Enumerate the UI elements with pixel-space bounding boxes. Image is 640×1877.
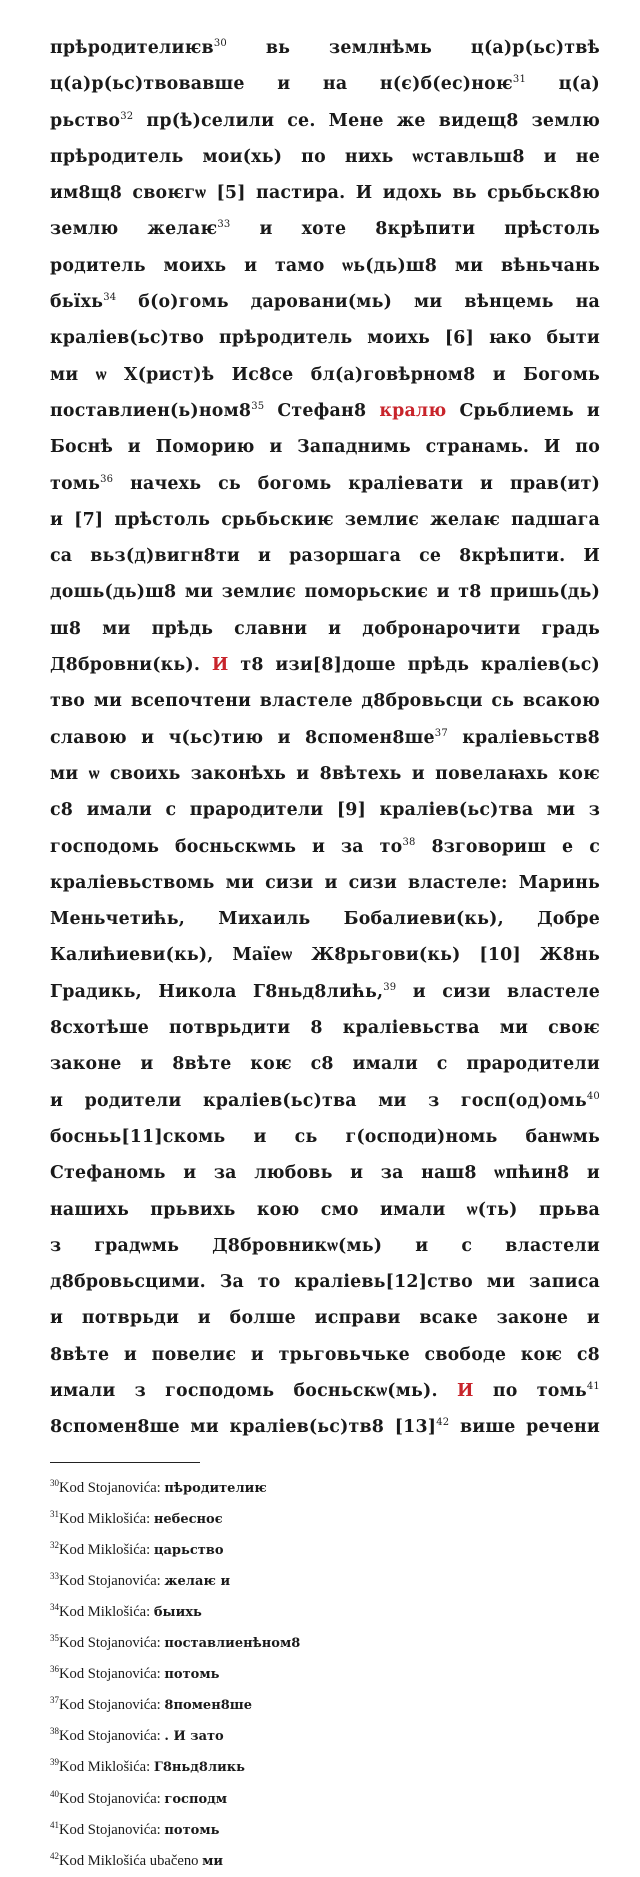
text-line <box>50 429 600 465</box>
footnote-item <box>50 1473 600 1504</box>
footnote-source: Kod Stojanovića: <box>59 1697 161 1714</box>
text-segment: з градѡмь Д8бровникѡ(мь) и с властели <box>50 1235 600 1256</box>
footnote-source: Kod Stojanovića: <box>59 1479 161 1496</box>
text-line <box>50 1083 600 1119</box>
footnote-reading: . И зато <box>164 1729 224 1745</box>
footnote-reading: поставлиенѣном8 <box>164 1636 301 1652</box>
text-segment: им8щ8 своѥгѡ [5] пастира. И идохь вь срьбьск8ю <box>50 183 600 204</box>
text-line <box>50 30 600 66</box>
text-segment: Калићиеви(кь), Маїеѡ Ж8рьгови(кь) [10] Ж8нь <box>50 945 600 966</box>
text-line <box>50 1119 600 1155</box>
text-segment: пр(ѣ)селили се. Мене же видещ8 землю <box>133 110 600 131</box>
text-segment: прѣродитель мои(хь) по нихь ѡставльш8 и не <box>50 146 600 167</box>
text-segment: вь землнѣмь ц(а)р(ьс)твѣ <box>226 38 600 58</box>
text-line <box>50 393 600 429</box>
text-segment: и потврьди и болше исправи всаке законе и <box>50 1308 600 1329</box>
text-line <box>50 829 600 865</box>
footnote-reading: 8помен8ше <box>164 1698 253 1714</box>
text-segment: 8схотѣше потврьдити 8 краліевьства ми своѥ <box>50 1018 600 1039</box>
text-segment: господомь босньскѡмь и за то <box>50 836 403 857</box>
text-segment: по томь <box>473 1380 587 1401</box>
text-line <box>50 103 600 139</box>
text-line <box>50 1155 600 1191</box>
text-segment: б(о)гомь даровани(мь) ми вѣнцемь на <box>116 292 600 313</box>
text-line <box>50 66 600 102</box>
text-segment: прѣродителиѥв <box>50 38 214 58</box>
text-segment: начехь сь богомь краліевати и прав(ит) <box>113 473 600 494</box>
text-segment: краліевьств8 <box>447 727 600 748</box>
footnote-ref: 30 <box>213 38 227 50</box>
footnote-source: Kod Miklošića: <box>59 1603 151 1620</box>
text-segment: и родители краліев(ьс)тва ми з госп(од)омь <box>50 1090 587 1111</box>
text-line <box>50 611 600 647</box>
footnote-number: 35 <box>50 1633 59 1644</box>
footnote-ref: 36 <box>100 473 114 485</box>
text-segment: нашихь прьвихь кою смо имали ѡ(ть) прьва <box>50 1199 600 1220</box>
footnote-ref: 40 <box>586 1090 600 1102</box>
footnote-item <box>50 1659 600 1690</box>
footnote-number: 32 <box>50 1539 59 1550</box>
text-line <box>50 1264 600 1300</box>
footnote-ref: 37 <box>434 727 448 739</box>
text-line <box>50 1409 600 1445</box>
footnote-number: 36 <box>50 1664 59 1675</box>
text-segment: ц(а) <box>526 74 600 95</box>
text-line <box>50 139 600 175</box>
text-segment: дошь(дь)ш8 ми землиє поморьскиє и т8 пришь(дь) <box>50 582 600 603</box>
footnote-reading: небесноє <box>153 1511 223 1527</box>
text-line <box>50 284 600 320</box>
text-segment: више речени <box>449 1417 601 1438</box>
footnote-ref: 32 <box>120 110 134 122</box>
text-line <box>50 320 600 356</box>
footnote-ref: 41 <box>586 1381 600 1393</box>
footnote-number: 37 <box>50 1695 59 1706</box>
text-segment: босньь[11]скомь и сь г(осподи)номь банѡмь <box>50 1126 600 1147</box>
footnote-item <box>50 1784 600 1815</box>
footnote-source: Kod Stojanovića: <box>59 1666 161 1683</box>
text-segment: д8бровьсцими. За то краліевь[12]ство ми записа <box>50 1272 600 1293</box>
text-line <box>50 502 600 538</box>
text-segment: с8 имали с прародители [9] краліев(ьс)тва ми з <box>50 800 600 821</box>
text-segment: 8вѣте и повелиє и трьговьчьке свободе коѥ с8 <box>50 1344 600 1365</box>
text-line <box>50 1010 600 1046</box>
footnote-item <box>50 1628 600 1659</box>
text-segment: Градикь, Никола Г8ньд8лићь, <box>50 981 384 1002</box>
text-line <box>50 211 600 247</box>
text-line <box>50 1300 600 1336</box>
footnote-number: 34 <box>50 1602 59 1613</box>
footnote-item <box>50 1566 600 1597</box>
footnote-item <box>50 1597 600 1628</box>
text-segment: ц(а)р(ьс)твовавше и на н(є)б(ес)ноѥ <box>50 74 513 95</box>
text-line <box>50 574 600 610</box>
main-text <box>50 30 600 1446</box>
footnote-source: Kod Stojanovića: <box>59 1821 161 1838</box>
footnote-source: Kod Miklošića: <box>59 1759 151 1776</box>
footnote-reading: ми <box>202 1853 224 1869</box>
text-line <box>50 1228 600 1264</box>
text-segment: тво ми всепочтени властеле д8бровьсци сь всакою <box>50 691 600 712</box>
text-segment: землю желаѥ <box>50 219 218 240</box>
footnote-item <box>50 1690 600 1721</box>
text-line <box>50 901 600 937</box>
footnote-ref: 33 <box>217 219 231 231</box>
footnotes <box>50 1473 600 1877</box>
footnote-item <box>50 1752 600 1783</box>
footnote-reading: потомь <box>164 1822 220 1838</box>
text-line <box>50 248 600 284</box>
text-line <box>50 683 600 719</box>
text-segment: и сизи властеле <box>396 981 600 1002</box>
text-segment: Д8бровни(кь). <box>50 655 212 676</box>
text-segment: поставлиен(ь)ном8 <box>50 400 252 421</box>
text-line <box>50 647 600 683</box>
footnote-reading: Г8ньд8ликь <box>153 1760 245 1776</box>
text-segment: славою и ч(ьс)тию и 8спомен8ше <box>50 727 435 748</box>
text-line <box>50 1337 600 1373</box>
text-line <box>50 1373 600 1409</box>
footnote-item <box>50 1815 600 1846</box>
footnote-number: 30 <box>50 1477 59 1488</box>
footnote-source: Kod Stojanovića: <box>59 1635 161 1652</box>
text-line <box>50 1192 600 1228</box>
footnote-reading: потомь <box>164 1667 220 1683</box>
text-line <box>50 937 600 973</box>
text-segment: законе и 8вѣте коѥ с8 имали с прародители <box>50 1054 600 1075</box>
footnote-reading: царьство <box>153 1542 224 1558</box>
text-segment: рьство <box>50 110 121 131</box>
footnote-reading: пѣродителиѥ <box>164 1480 267 1496</box>
footnote-ref: 31 <box>512 74 527 86</box>
red-initial: И <box>211 655 229 676</box>
footnote-number: 41 <box>50 1819 59 1830</box>
text-line <box>50 1046 600 1082</box>
text-segment: родитель моихь и тамо ѡь(дь)ш8 ми вѣньчань <box>50 255 600 276</box>
text-segment: томь <box>50 473 101 494</box>
text-line <box>50 792 600 828</box>
footnote-item <box>50 1535 600 1566</box>
text-line <box>50 756 600 792</box>
text-segment: краліевьствомь ми сизи и сизи властеле: Маринь <box>50 872 600 893</box>
footnote-source: Kod Miklošića: <box>59 1510 151 1527</box>
footnote-number: 40 <box>50 1788 59 1799</box>
footnote-ref: 39 <box>383 981 397 993</box>
footnote-number: 38 <box>50 1726 59 1737</box>
footnote-ref: 38 <box>402 836 416 848</box>
text-segment: краліев(ьс)тво прѣродитель моихь [6] ꙗко быти <box>50 328 600 349</box>
footnote-ref: 34 <box>103 292 117 304</box>
text-segment: бьїхь <box>50 292 104 313</box>
text-line <box>50 974 600 1010</box>
document-page <box>50 30 600 1877</box>
footnote-source: Kod Stojanovića: <box>59 1790 161 1807</box>
footnote-ref: 35 <box>251 401 265 413</box>
footnote-number: 42 <box>50 1850 59 1861</box>
text-segment: ми ѡ Х(рист)ѣ Ис8се бл(а)говѣрном8 и Богомь <box>50 364 600 385</box>
text-segment: ми ѡ своихь законѣхь и 8вѣтехь и повелаꙗхь коѥ <box>50 763 600 784</box>
text-segment: са вьз(д)вигн8ти и разоршага се 8крѣпити. И <box>50 546 600 567</box>
footnote-source: Kod Stojanovića: <box>59 1728 161 1745</box>
text-line <box>50 538 600 574</box>
text-segment: и хоте 8крѣпити прѣстоль <box>230 219 600 240</box>
footnote-reading: желаѥ и <box>164 1573 231 1589</box>
text-segment: имали з господомь босньскѡ(мь). <box>50 1380 457 1401</box>
text-segment: т8 изи[8]доше прѣдь краліев(ьс) <box>228 655 600 676</box>
footnote-item <box>50 1721 600 1752</box>
text-segment: Боснѣ и Поморию и Западнимь странамь. И по <box>50 437 600 458</box>
text-line <box>50 175 600 211</box>
red-initial: И <box>456 1380 474 1401</box>
text-segment: и [7] прѣстоль срьбьскиѥ землиє желаѥ падшага <box>50 509 600 530</box>
footnote-reading: господм <box>164 1791 228 1807</box>
text-line <box>50 865 600 901</box>
text-segment: Меньчетићь, Михаиль Бобалиеви(кь), Добре <box>50 909 600 930</box>
text-line <box>50 720 600 756</box>
footnote-number: 39 <box>50 1757 59 1768</box>
footnote-item <box>50 1504 600 1535</box>
footnote-number: 33 <box>50 1571 59 1581</box>
footnote-number: 31 <box>50 1508 59 1519</box>
footnote-reading: быихь <box>153 1604 202 1620</box>
text-segment: ш8 ми прѣдь славни и добронарочити градь <box>50 618 600 639</box>
text-segment: 8зговориш е с <box>415 836 600 857</box>
text-segment: 8спомен8ше ми краліев(ьс)тв8 [13] <box>50 1417 437 1438</box>
footnote-source: Kod Stojanovića: <box>59 1572 161 1589</box>
text-segment: Стефаномь и за любовь и за наш8 ѡпћин8 и <box>50 1163 600 1184</box>
text-segment: Срьблиемь и <box>446 400 600 421</box>
text-line <box>50 466 600 502</box>
red-initial: кралю <box>379 400 447 421</box>
text-line <box>50 357 600 393</box>
footnote-ref: 42 <box>436 1417 450 1429</box>
text-segment: Стефан8 <box>264 400 380 421</box>
footnote-item <box>50 1846 600 1877</box>
footnote-source: Kod Miklošića ubačeno <box>59 1852 199 1869</box>
footnote-rule <box>50 1462 200 1463</box>
footnote-source: Kod Miklošića: <box>59 1541 151 1558</box>
